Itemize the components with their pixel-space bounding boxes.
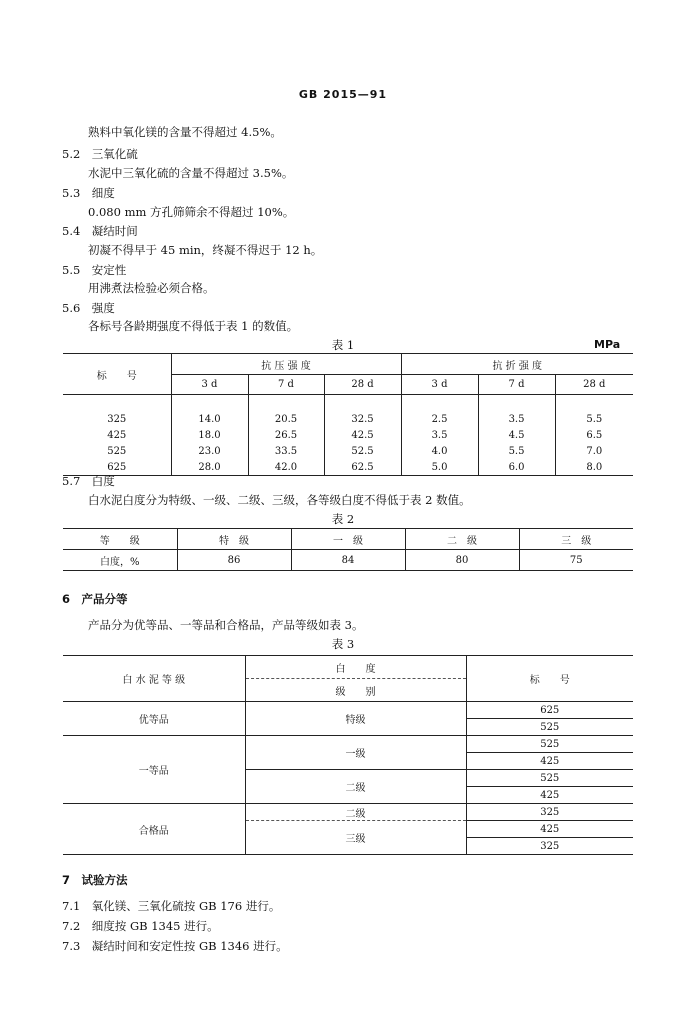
t3-col-white: 白 度 — [245, 656, 466, 679]
table-row — [63, 443, 633, 459]
t3-grade: 525 — [466, 736, 633, 753]
section-heading: 5.5 安定性 — [62, 263, 127, 277]
t1-cell: 5.5 — [478, 443, 555, 459]
t1-cell: 28.0 — [171, 459, 248, 476]
text-line: 初凝不得早于 45 min，终凝不得迟于 12 h。 — [88, 243, 323, 257]
t1-cell: 6.0 — [478, 459, 555, 476]
table2-caption: 表 2 — [331, 512, 355, 526]
t1-cell: 525 — [107, 445, 127, 457]
table1-caption: 表 1 — [331, 338, 355, 352]
t1-cell: 625 — [107, 461, 127, 473]
text-line: 水泥中三氧化硫的含量不得超过 3.5%。 — [88, 166, 294, 180]
table-row — [63, 550, 633, 571]
t3-grade: 325 — [466, 838, 633, 855]
t3-grade: 425 — [466, 787, 633, 804]
table1 — [63, 353, 633, 476]
t3-class: 一等品 — [63, 736, 245, 804]
t1-cell: 23.0 — [171, 443, 248, 459]
t3-level: 一级 — [245, 736, 466, 770]
t1-cell: 8.0 — [555, 459, 633, 476]
t3-col-level: 级 别 — [245, 679, 466, 702]
t1-cell: 325 — [107, 413, 127, 425]
t2-head: 一 级 — [291, 529, 405, 550]
table-row — [63, 411, 633, 427]
t1-cell: 3.5 — [478, 411, 555, 427]
section-heading: 5.7 白度 — [62, 474, 115, 488]
t3-grade: 425 — [466, 753, 633, 770]
t2-cell: 86 — [177, 550, 291, 571]
t2-head: 特 级 — [177, 529, 291, 550]
t2-cell: 84 — [291, 550, 405, 571]
table3-caption: 表 3 — [331, 637, 355, 651]
t3-grade: 525 — [466, 770, 633, 787]
t1-cell: 5.5 — [555, 411, 633, 427]
t2-head: 三 级 — [519, 529, 633, 550]
t1-cell: 425 — [107, 429, 127, 441]
t1-col-flex: 抗 折 强 度 — [401, 354, 633, 375]
t1-cell: 5.0 — [401, 459, 478, 476]
t3-level: 三级 — [245, 821, 466, 855]
text-line: 用沸煮法检验必须合格。 — [88, 281, 215, 295]
t1-cell: 3.5 — [401, 427, 478, 443]
table-row — [63, 702, 633, 719]
t1-cell: 6.5 — [555, 427, 633, 443]
t3-grade: 625 — [466, 702, 633, 719]
t1-age: 7 d — [248, 375, 324, 395]
table-row — [63, 427, 633, 443]
t1-cell: 32.5 — [324, 411, 401, 427]
t1-cell: 33.5 — [248, 443, 324, 459]
text-line: 各标号各龄期强度不得低于表 1 的数值。 — [88, 319, 299, 333]
t3-level: 二级 — [245, 770, 466, 804]
t3-grade: 325 — [466, 804, 633, 821]
t3-class: 优等品 — [63, 702, 245, 736]
t3-grade: 425 — [466, 821, 633, 838]
text-line: 7.1 氧化镁、三氧化硫按 GB 176 进行。 — [62, 899, 281, 913]
t2-head: 等 级 — [63, 529, 177, 550]
section-heading: 7 试验方法 — [62, 873, 128, 887]
t1-cell: 42.5 — [324, 427, 401, 443]
table-row — [63, 459, 633, 476]
t1-cell: 52.5 — [324, 443, 401, 459]
section-heading: 5.6 强度 — [62, 301, 115, 315]
text-line: 0.080 mm 方孔筛筛余不得超过 10%。 — [88, 205, 295, 219]
t2-cell: 75 — [519, 550, 633, 571]
t1-cell: 7.0 — [555, 443, 633, 459]
t1-age: 3 d — [401, 375, 478, 395]
text-line: 7.2 细度按 GB 1345 进行。 — [62, 919, 219, 933]
t2-head: 二 级 — [405, 529, 519, 550]
t3-col-class: 白 水 泥 等 级 — [122, 675, 186, 686]
text-line: 熟料中氧化镁的含量不得超过 4.5%。 — [88, 125, 282, 139]
t1-cell: 14.0 — [171, 411, 248, 427]
section-heading: 5.4 凝结时间 — [62, 224, 138, 238]
t1-cell: 62.5 — [324, 459, 401, 476]
t1-cell: 4.0 — [401, 443, 478, 459]
text-line: 7.3 凝结时间和安定性按 GB 1346 进行。 — [62, 939, 288, 953]
t3-col-grade: 标 号 — [466, 656, 633, 702]
t2-cell: 80 — [405, 550, 519, 571]
table2 — [63, 528, 633, 571]
text-line: 白水泥白度分为特级、一级、二级、三级，各等级白度不得低于表 2 数值。 — [88, 493, 471, 507]
t1-age: 3 d — [171, 375, 248, 395]
t1-cell: 18.0 — [171, 427, 248, 443]
t1-cell: 2.5 — [401, 411, 478, 427]
t1-cell: 20.5 — [248, 411, 324, 427]
t1-age: 28 d — [324, 375, 401, 395]
table-row — [63, 736, 633, 753]
t1-age: 7 d — [478, 375, 555, 395]
t2-cell: 白度，% — [99, 556, 140, 568]
text-line: 产品分为优等品、一等品和合格品，产品等级如表 3。 — [88, 618, 364, 632]
t3-level: 特级 — [245, 702, 466, 736]
table3 — [63, 655, 633, 855]
table-row — [63, 529, 633, 550]
section-heading: 6 产品分等 — [62, 592, 128, 606]
t1-age: 28 d — [555, 375, 633, 395]
table1-unit: MPa — [594, 338, 621, 351]
t1-col-compress: 抗 压 强 度 — [171, 354, 401, 375]
t1-cell: 26.5 — [248, 427, 324, 443]
section-heading: 5.2 三氧化硫 — [62, 147, 138, 161]
t3-class: 合格品 — [63, 804, 245, 855]
t1-cell: 4.5 — [478, 427, 555, 443]
t1-cell: 42.0 — [248, 459, 324, 476]
t3-level: 二级 — [245, 804, 466, 821]
t1-col-grade: 标 号 — [63, 354, 171, 395]
page-header: GB 2015—91 — [298, 88, 388, 101]
t3-grade: 525 — [466, 719, 633, 736]
section-heading: 5.3 细度 — [62, 186, 115, 200]
